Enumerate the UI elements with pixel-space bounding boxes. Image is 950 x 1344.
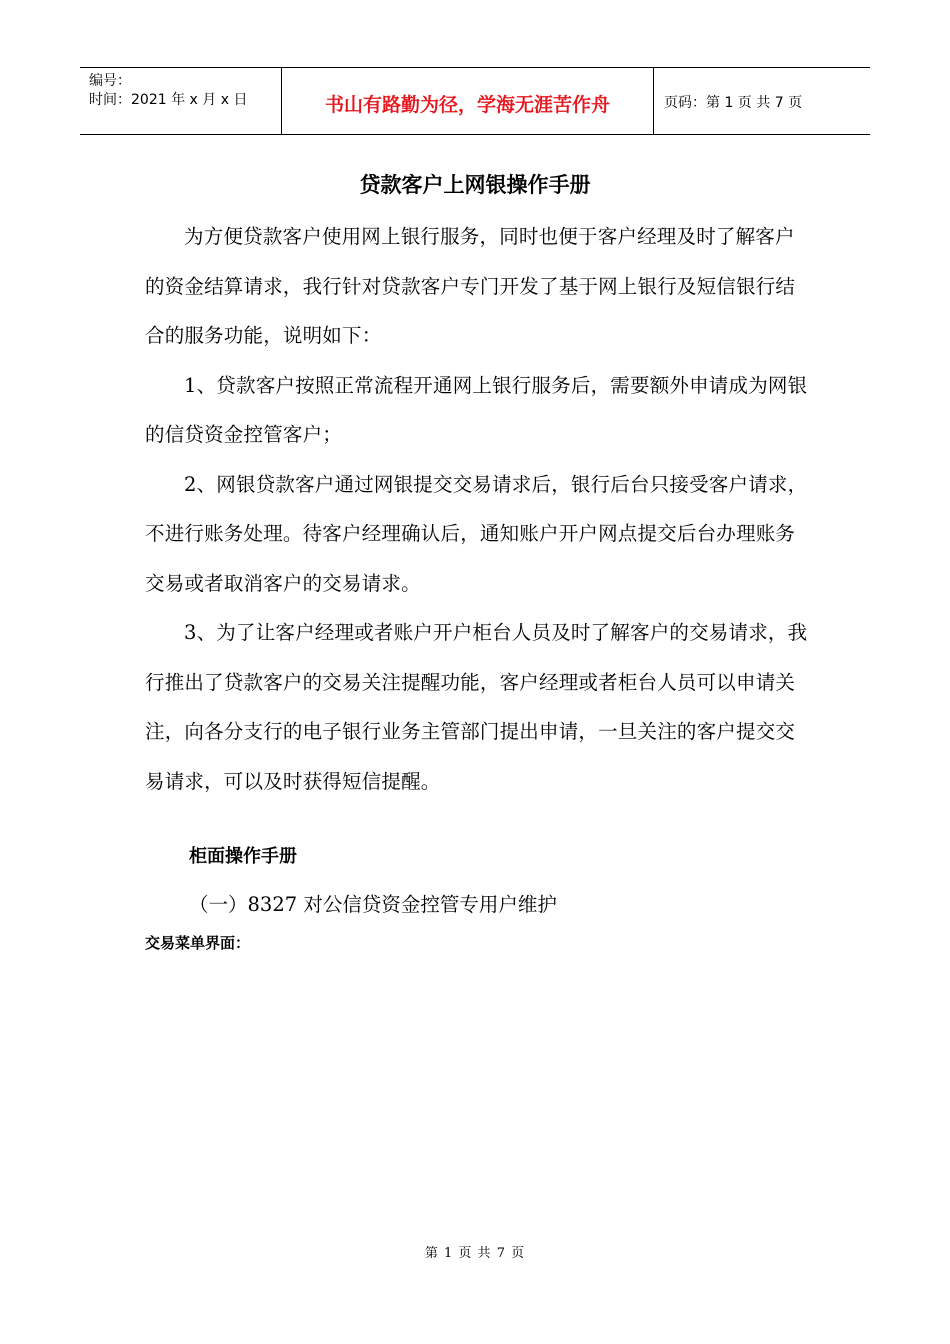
header-motto: 书山有路勤为径，学海无涯苦作舟	[282, 68, 654, 134]
document-title: 贷款客户上网银操作手册	[359, 173, 591, 197]
document-header	[80, 67, 870, 135]
menu-interface-label: 交易菜单界面：	[145, 934, 251, 952]
document-body	[145, 212, 810, 806]
paragraph-item-3: 3、为了让客户经理或者账户开户柜台人员及时了解客户的交易请求，我行推出了贷款客户的交易关注提醒功能，客户经理或者柜台人员可以申请关注，向各分支行的电子银行业务主管部门提出申请，一旦关注的客户提交交易请求，可以及时获得短信提醒。	[145, 621, 808, 793]
header-number-label: 编号：	[89, 73, 131, 89]
page-footer: 第 1 页 共 7 页	[424, 1246, 526, 1261]
header-page-info: 页码：第 1 页 共 7 页	[664, 95, 803, 111]
section-heading: 柜面操作手册	[189, 846, 297, 867]
paragraph-item-2: 2、网银贷款客户通过网银提交交易请求后，银行后台只接受客户请求，不进行账务处理。待客户经理确认后，通知账户开户网点提交后台办理账务交易或者取消客户的交易请求。	[145, 472, 808, 595]
paragraph-item-1: 1、贷款客户按照正常流程开通网上银行服务后，需要额外申请成为网银的信贷资金控管客户；	[145, 373, 808, 446]
header-meta	[80, 68, 282, 134]
subsection-heading: （一）8327 对公信贷资金控管专用户维护	[189, 893, 557, 916]
header-time-label: 时间：2021 年 x 月 x 日	[89, 92, 248, 108]
paragraph-intro: 为方便贷款客户使用网上银行服务，同时也便于客户经理及时了解客户的资金结算请求，我行针对贷款客户专门开发了基于网上银行及短信银行结合的服务功能，说明如下：	[145, 225, 796, 347]
